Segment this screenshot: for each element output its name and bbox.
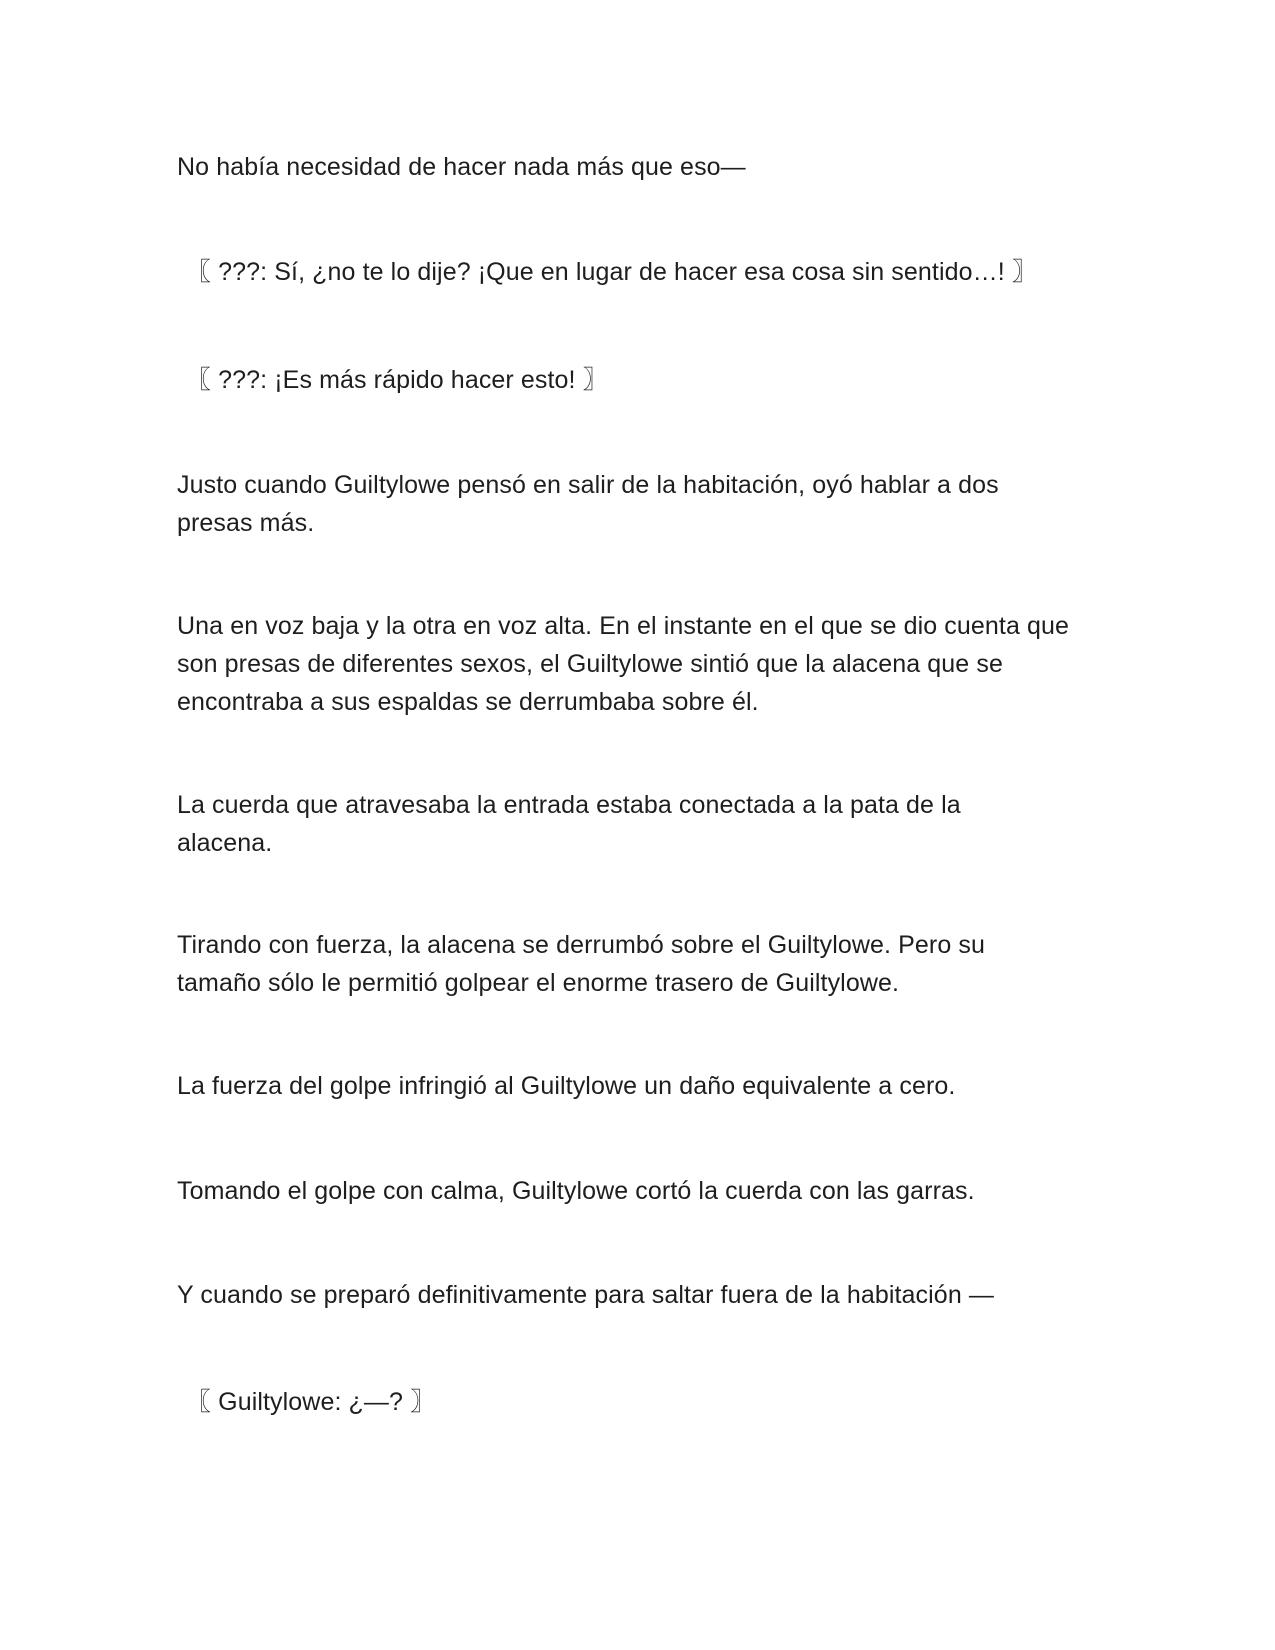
paragraph-damage: La fuerza del golpe infringió al Guiltylowe un daño equivalente a cero.	[177, 1072, 956, 1100]
dialogue-line-3: 〖 Guiltylowe: ¿—? 〗	[186, 1388, 436, 1416]
paragraph-cut-rope: Tomando el golpe con calma, Guiltylowe cortó la cuerda con las garras.	[177, 1177, 975, 1205]
paragraph-voices: Una en voz baja y la otra en voz alta. En el instante en el que se dio cuenta que son presas de diferentes sexos, el Guiltylowe sintió que la alacena que se encontraba a sus espaldas se derrumbaba sobre él.	[177, 612, 1070, 716]
paragraph-rope: La cuerda que atravesaba la entrada estaba conectada a la pata de la alacena.	[177, 791, 961, 857]
dialogue-line-1: 〖 ???: Sí, ¿no te lo dije? ¡Que en lugar de hacer esa cosa sin sentido…! 〗	[186, 258, 1037, 286]
dialogue-line-2: 〖 ???: ¡Es más rápido hacer esto! 〗	[186, 366, 608, 394]
paragraph-prepare-jump: Y cuando se preparó definitivamente para saltar fuera de la habitación —	[177, 1281, 994, 1309]
paragraph-cupboard-falls: Tirando con fuerza, la alacena se derrumbó sobre el Guiltylowe. Pero su tamaño sólo le permitió golpear el enorme trasero de Guiltylowe.	[177, 931, 985, 997]
paragraph-intro: No había necesidad de hacer nada más que eso—	[177, 153, 746, 181]
paragraph-guiltylowe-exit: Justo cuando Guiltylowe pensó en salir de la habitación, oyó hablar a dos presas más.	[177, 471, 999, 537]
